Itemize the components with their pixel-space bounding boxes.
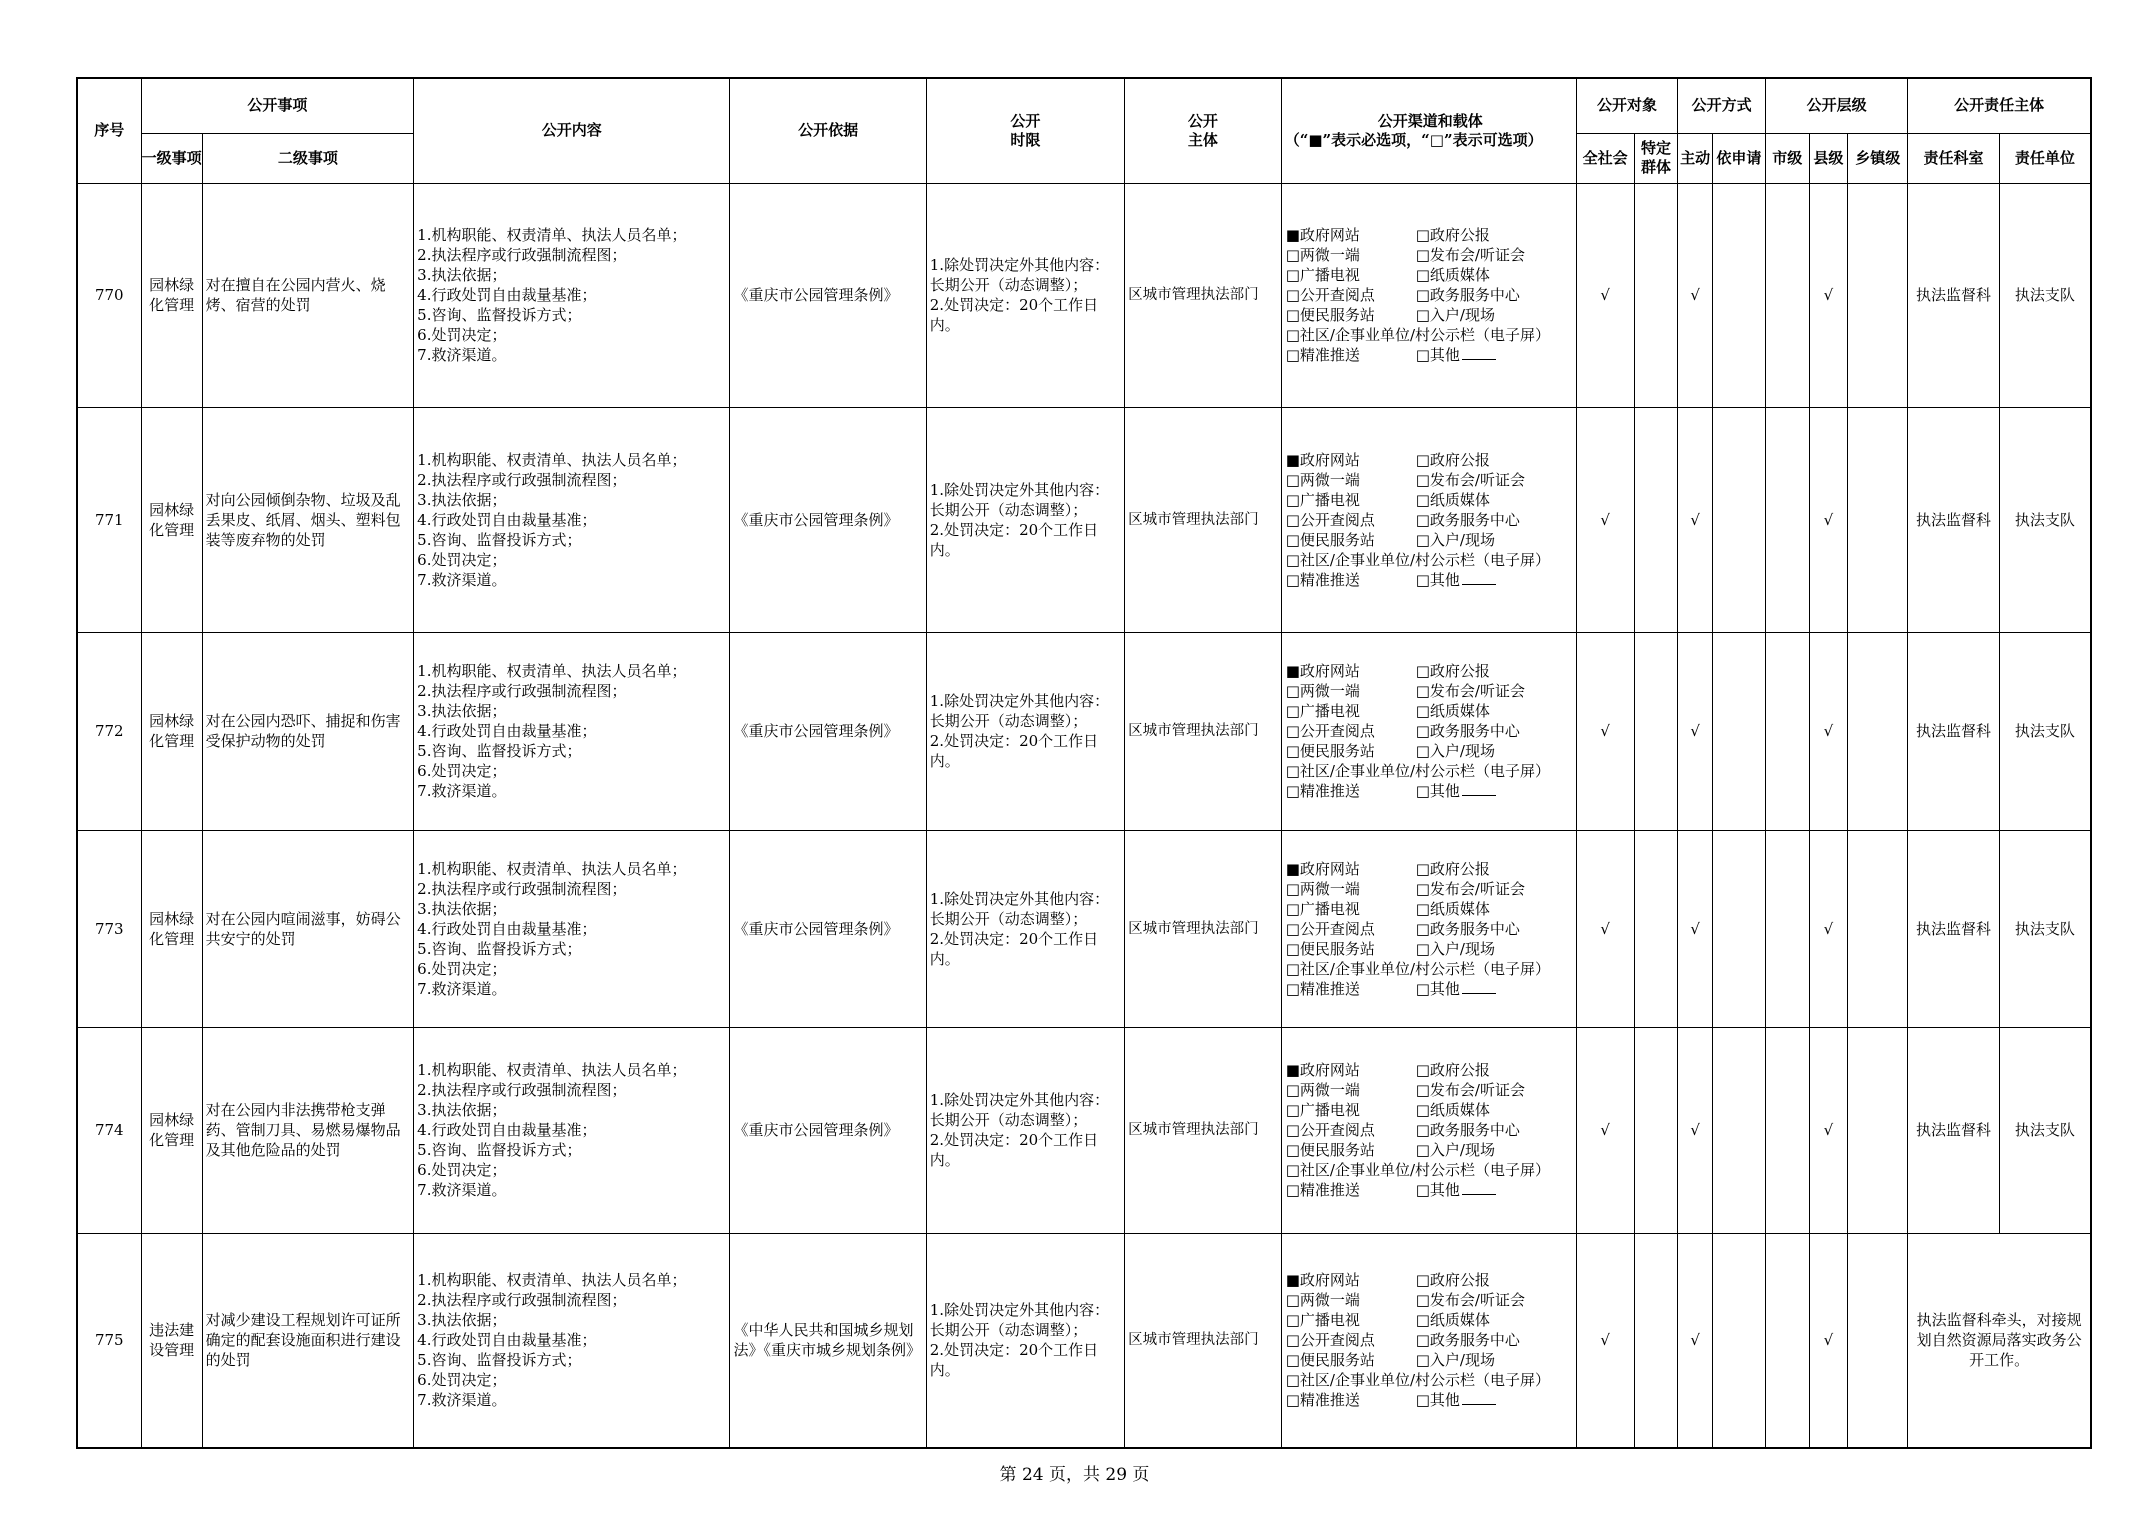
content-line: 7.救济渠道。 xyxy=(417,570,507,589)
channel-option-broadcast: □广播电视 xyxy=(1285,266,1360,284)
content-line: 2.执法程序或行政强制流程图； xyxy=(417,1291,627,1310)
channel-option-other-label: □其他 xyxy=(1415,570,1460,589)
row-level1: 违法建设管理 xyxy=(141,1233,202,1448)
row-resp-unit: 执法支队 xyxy=(1999,183,2091,407)
row-level1: 园林绿化管理 xyxy=(141,632,202,830)
row-resp-dept: 执法监督科 xyxy=(1908,830,2000,1027)
row-resp-dept: 执法监督科 xyxy=(1908,183,2000,407)
row-channels xyxy=(1281,1233,1576,1448)
row-merged-responsibility: 执法监督科牵头，对接规划自然资源局落实政务公开工作。 xyxy=(1908,1233,2091,1448)
check-city-level xyxy=(1765,632,1809,830)
channel-option-other-label: □其他 xyxy=(1415,346,1460,364)
row-subject: 区城市管理执法部门 xyxy=(1125,830,1282,1027)
content-line: 4.行政处罚自由裁量基准； xyxy=(417,1331,597,1350)
channel-options xyxy=(1282,859,1576,999)
content-line: 7.救济渠道。 xyxy=(417,1181,507,1199)
channel-option-community: □社区/企事业单位/村公示栏（电子屏） xyxy=(1285,959,1551,978)
row-number: 774 xyxy=(77,1027,141,1233)
channel-option-service-station: □便民服务站 xyxy=(1285,530,1375,549)
channel-option-other xyxy=(1416,1390,1571,1410)
row-level1: 园林绿化管理 xyxy=(141,1027,202,1233)
channel-option-other xyxy=(1416,345,1571,365)
channel-option-service-center: □政务服务中心 xyxy=(1415,510,1520,529)
row-content xyxy=(414,830,730,1027)
row-resp-unit: 执法支队 xyxy=(1999,407,2091,632)
channel-option-service-center: □政务服务中心 xyxy=(1415,1121,1520,1139)
check-specific-group xyxy=(1634,1233,1678,1448)
check-specific-group xyxy=(1634,1027,1678,1233)
content-line: 4.行政处罚自由裁量基准； xyxy=(417,1121,597,1139)
channel-option-community: □社区/企事业单位/村公示栏（电子屏） xyxy=(1285,326,1551,344)
header-seq: 序号 xyxy=(77,78,141,183)
row-channels xyxy=(1281,632,1576,830)
channel-option-community: □社区/企事业单位/村公示栏（电子屏） xyxy=(1285,762,1551,780)
channel-option-press: □发布会/听证会 xyxy=(1415,879,1525,898)
content-line: 4.行政处罚自由裁量基准； xyxy=(417,510,597,529)
channel-option-service-station: □便民服务站 xyxy=(1285,1141,1375,1159)
header-level-group: 公开层级 xyxy=(1765,78,1907,133)
check-city-level xyxy=(1765,1027,1809,1233)
content-line: 3.执法依据； xyxy=(417,1311,507,1330)
header-item-group: 公开事项 xyxy=(141,78,414,133)
check-county-level: √ xyxy=(1809,632,1848,830)
row-channels xyxy=(1281,830,1576,1027)
channel-option-other-label: □其他 xyxy=(1415,979,1460,998)
channel-option-other-label: □其他 xyxy=(1415,1181,1460,1199)
row-resp-dept: 执法监督科 xyxy=(1908,1027,2000,1233)
channel-options xyxy=(1282,1270,1576,1410)
table-row xyxy=(77,830,2091,1027)
row-subject: 区城市管理执法部门 xyxy=(1125,632,1282,830)
row-resp-dept: 执法监督科 xyxy=(1908,632,2000,830)
channel-option-gov-gazette: □政府公报 xyxy=(1415,226,1490,244)
channel-option-household: □入户/现场 xyxy=(1415,939,1495,958)
row-subject: 区城市管理执法部门 xyxy=(1125,407,1282,632)
row-content xyxy=(414,1233,730,1448)
content-line: 3.执法依据； xyxy=(417,1101,507,1119)
row-resp-unit: 执法支队 xyxy=(1999,830,2091,1027)
content-line: 2.执法程序或行政强制流程图； xyxy=(417,682,627,700)
row-level1: 园林绿化管理 xyxy=(141,830,202,1027)
header-audience-group: 公开对象 xyxy=(1576,78,1678,133)
channel-option-gov-gazette: □政府公报 xyxy=(1415,1271,1490,1290)
row-resp-dept: 执法监督科 xyxy=(1908,407,2000,632)
content-line: 4.行政处罚自由裁量基准； xyxy=(417,919,597,938)
header-channel-title: 公开渠道和载体 xyxy=(1377,111,1483,130)
content-line: 5.咨询、监督投诉方式； xyxy=(417,939,582,958)
channel-option-paper: □纸质媒体 xyxy=(1415,266,1490,284)
channel-option-broadcast: □广播电视 xyxy=(1285,490,1360,509)
channel-option-press: □发布会/听证会 xyxy=(1415,470,1525,489)
header-resp-group: 公开责任主体 xyxy=(1908,78,2091,133)
content-line: 7.救济渠道。 xyxy=(417,1391,507,1410)
content-line: 2.执法程序或行政强制流程图； xyxy=(417,879,627,898)
content-line: 7.救济渠道。 xyxy=(417,782,507,800)
check-town-level xyxy=(1848,1027,1908,1233)
header-time-limit: 公开时限 xyxy=(926,78,1124,183)
content-line: 5.咨询、监督投诉方式； xyxy=(417,1351,582,1370)
header-method-request: 依申请 xyxy=(1712,133,1765,183)
row-time-limit: 1.除处罚决定外其他内容：长期公开（动态调整）； 2.处罚决定：20个工作日内。 xyxy=(926,407,1124,632)
channel-option-reading-point: □公开查阅点 xyxy=(1285,286,1375,304)
channel-option-reading-point: □公开查阅点 xyxy=(1285,1121,1375,1139)
channel-option-two-micro: □两微一端 xyxy=(1285,682,1360,700)
channel-option-service-station: □便民服务站 xyxy=(1285,306,1375,324)
channel-option-gov-site: ■政府网站 xyxy=(1285,450,1360,469)
channel-option-other xyxy=(1416,781,1571,801)
table-row xyxy=(77,632,2091,830)
row-number: 771 xyxy=(77,407,141,632)
check-active: √ xyxy=(1678,183,1713,407)
check-all-society: √ xyxy=(1576,1027,1634,1233)
channel-option-community: □社区/企事业单位/村公示栏（电子屏） xyxy=(1285,1371,1551,1390)
channel-option-household: □入户/现场 xyxy=(1415,530,1495,549)
content-line: 5.咨询、监督投诉方式； xyxy=(417,530,582,549)
channel-option-press: □发布会/听证会 xyxy=(1415,682,1525,700)
row-basis: 《重庆市公园管理条例》 xyxy=(730,830,926,1027)
check-specific-group xyxy=(1634,632,1678,830)
channel-option-precise: □精准推送 xyxy=(1285,782,1360,800)
header-level-town: 乡镇级 xyxy=(1848,133,1908,183)
channel-options xyxy=(1282,450,1576,590)
content-line: 6.处罚决定； xyxy=(417,326,507,344)
check-city-level xyxy=(1765,1233,1809,1448)
check-county-level: √ xyxy=(1809,1027,1848,1233)
content-line: 3.执法依据； xyxy=(417,702,507,720)
table-row xyxy=(77,407,2091,632)
channel-option-service-station: □便民服务站 xyxy=(1285,1351,1375,1370)
blank-line xyxy=(1462,781,1496,796)
content-line: 1.机构职能、权责清单、执法人员名单； xyxy=(417,1061,687,1079)
channel-option-service-center: □政务服务中心 xyxy=(1415,286,1520,304)
check-on-request xyxy=(1712,407,1765,632)
row-basis: 《重庆市公园管理条例》 xyxy=(730,632,926,830)
channel-option-household: □入户/现场 xyxy=(1415,1351,1495,1370)
content-line: 4.行政处罚自由裁量基准； xyxy=(417,286,597,304)
header-level-city: 市级 xyxy=(1765,133,1809,183)
channel-option-household: □入户/现场 xyxy=(1415,742,1495,760)
row-time-limit: 1.除处罚决定外其他内容：长期公开（动态调整）； 2.处罚决定：20个工作日内。 xyxy=(926,1027,1124,1233)
content-line: 1.机构职能、权责清单、执法人员名单； xyxy=(417,662,687,680)
check-city-level xyxy=(1765,407,1809,632)
row-subject: 区城市管理执法部门 xyxy=(1125,183,1282,407)
row-number: 770 xyxy=(77,183,141,407)
row-channels xyxy=(1281,183,1576,407)
blank-line xyxy=(1462,570,1496,585)
content-line: 6.处罚决定； xyxy=(417,1371,507,1390)
header-resp-unit: 责任单位 xyxy=(1999,133,2091,183)
channel-option-two-micro: □两微一端 xyxy=(1285,1291,1360,1310)
content-line: 2.执法程序或行政强制流程图； xyxy=(417,470,627,489)
row-resp-unit: 执法支队 xyxy=(1999,1027,2091,1233)
header-level-county: 县级 xyxy=(1809,133,1848,183)
content-line: 2.执法程序或行政强制流程图； xyxy=(417,246,627,264)
row-subject: 区城市管理执法部门 xyxy=(1125,1233,1282,1448)
header-channel-note: （“■”表示必选项，“□”表示可选项） xyxy=(1284,130,1543,149)
row-number: 772 xyxy=(77,632,141,830)
channel-option-reading-point: □公开查阅点 xyxy=(1285,919,1375,938)
row-channels xyxy=(1281,1027,1576,1233)
row-level2: 对向公园倾倒杂物、垃圾及乱丢果皮、纸屑、烟头、塑料包装等废弃物的处罚 xyxy=(202,407,414,632)
channel-option-paper: □纸质媒体 xyxy=(1415,702,1490,720)
header-level2: 二级事项 xyxy=(202,133,414,183)
header-method-active: 主动 xyxy=(1678,133,1713,183)
content-line: 3.执法依据； xyxy=(417,266,507,284)
row-basis: 《重庆市公园管理条例》 xyxy=(730,1027,926,1233)
channel-options xyxy=(1282,661,1576,801)
header-level1: 一级事项 xyxy=(141,133,202,183)
row-basis: 《重庆市公园管理条例》 xyxy=(730,407,926,632)
check-all-society: √ xyxy=(1576,632,1634,830)
channel-option-two-micro: □两微一端 xyxy=(1285,879,1360,898)
channel-options xyxy=(1282,1060,1576,1200)
content-line: 6.处罚决定； xyxy=(417,762,507,780)
channel-option-broadcast: □广播电视 xyxy=(1285,1101,1360,1119)
channel-option-community: □社区/企事业单位/村公示栏（电子屏） xyxy=(1285,550,1551,569)
check-on-request xyxy=(1712,1233,1765,1448)
blank-line xyxy=(1462,1180,1496,1195)
channel-option-household: □入户/现场 xyxy=(1415,1141,1495,1159)
channel-option-service-center: □政务服务中心 xyxy=(1415,1331,1520,1350)
check-town-level xyxy=(1848,183,1908,407)
check-active: √ xyxy=(1678,1027,1713,1233)
row-level2: 对在擅自在公园内营火、烧烤、宿营的处罚 xyxy=(202,183,414,407)
header-method-group: 公开方式 xyxy=(1678,78,1765,133)
channel-option-community: □社区/企事业单位/村公示栏（电子屏） xyxy=(1285,1161,1551,1179)
content-line: 6.处罚决定； xyxy=(417,1161,507,1179)
content-line: 6.处罚决定； xyxy=(417,959,507,978)
channel-option-paper: □纸质媒体 xyxy=(1415,490,1490,509)
channel-option-other xyxy=(1416,570,1571,590)
channel-option-paper: □纸质媒体 xyxy=(1415,1101,1490,1119)
channel-option-gov-site: ■政府网站 xyxy=(1285,1061,1360,1079)
row-number: 773 xyxy=(77,830,141,1027)
blank-line xyxy=(1462,345,1496,360)
channel-option-precise: □精准推送 xyxy=(1285,570,1360,589)
row-level1: 园林绿化管理 xyxy=(141,407,202,632)
check-specific-group xyxy=(1634,830,1678,1027)
row-subject: 区城市管理执法部门 xyxy=(1125,1027,1282,1233)
check-county-level: √ xyxy=(1809,1233,1848,1448)
content-line: 7.救济渠道。 xyxy=(417,346,507,364)
channel-option-gov-site: ■政府网站 xyxy=(1285,1271,1360,1290)
channel-option-gov-site: ■政府网站 xyxy=(1285,226,1360,244)
check-all-society: √ xyxy=(1576,830,1634,1027)
check-all-society: √ xyxy=(1576,183,1634,407)
channel-option-two-micro: □两微一端 xyxy=(1285,1081,1360,1099)
check-specific-group xyxy=(1634,407,1678,632)
row-content xyxy=(414,1027,730,1233)
check-all-society: √ xyxy=(1576,1233,1634,1448)
row-content xyxy=(414,407,730,632)
header-subject: 公开主体 xyxy=(1125,78,1282,183)
channel-option-two-micro: □两微一端 xyxy=(1285,470,1360,489)
channel-option-reading-point: □公开查阅点 xyxy=(1285,722,1375,740)
content-line: 1.机构职能、权责清单、执法人员名单； xyxy=(417,450,687,469)
check-town-level xyxy=(1848,407,1908,632)
channel-option-paper: □纸质媒体 xyxy=(1415,899,1490,918)
header-audience-specific: 特定群体 xyxy=(1634,133,1678,183)
content-line: 3.执法依据； xyxy=(417,490,507,509)
check-town-level xyxy=(1848,1233,1908,1448)
check-county-level: √ xyxy=(1809,183,1848,407)
page-footer: 第 24 页，共 29 页 xyxy=(999,1465,1150,1485)
row-basis: 《中华人民共和国城乡规划法》《重庆市城乡规划条例》 xyxy=(730,1233,926,1448)
channel-option-gov-gazette: □政府公报 xyxy=(1415,662,1490,680)
check-specific-group xyxy=(1634,183,1678,407)
check-city-level xyxy=(1765,183,1809,407)
check-active: √ xyxy=(1678,407,1713,632)
header-audience-all: 全社会 xyxy=(1576,133,1634,183)
content-line: 4.行政处罚自由裁量基准； xyxy=(417,722,597,740)
check-on-request xyxy=(1712,183,1765,407)
check-town-level xyxy=(1848,830,1908,1027)
channel-option-other-label: □其他 xyxy=(1415,782,1460,800)
channel-option-gov-gazette: □政府公报 xyxy=(1415,1061,1490,1079)
header-content: 公开内容 xyxy=(414,78,730,183)
content-line: 3.执法依据； xyxy=(417,899,507,918)
channel-option-service-center: □政务服务中心 xyxy=(1415,722,1520,740)
content-line: 2.执法程序或行政强制流程图； xyxy=(417,1081,627,1099)
check-on-request xyxy=(1712,1027,1765,1233)
channel-option-gov-gazette: □政府公报 xyxy=(1415,450,1490,469)
row-level2: 对在公园内非法携带枪支弹药、管制刀具、易燃易爆物品及其他危险品的处罚 xyxy=(202,1027,414,1233)
disclosure-table xyxy=(76,77,2092,1449)
channel-option-broadcast: □广播电视 xyxy=(1285,702,1360,720)
content-line: 1.机构职能、权责清单、执法人员名单； xyxy=(417,1271,687,1290)
check-town-level xyxy=(1848,632,1908,830)
channel-option-paper: □纸质媒体 xyxy=(1415,1311,1490,1330)
row-basis: 《重庆市公园管理条例》 xyxy=(730,183,926,407)
check-on-request xyxy=(1712,632,1765,830)
channel-option-press: □发布会/听证会 xyxy=(1415,246,1525,264)
channel-option-precise: □精准推送 xyxy=(1285,1391,1360,1410)
content-line: 5.咨询、监督投诉方式； xyxy=(417,306,582,324)
channel-option-other xyxy=(1416,979,1571,999)
row-channels xyxy=(1281,407,1576,632)
row-level1: 园林绿化管理 xyxy=(141,183,202,407)
channel-option-precise: □精准推送 xyxy=(1285,979,1360,998)
content-line: 6.处罚决定； xyxy=(417,550,507,569)
blank-line xyxy=(1462,979,1496,994)
content-line: 5.咨询、监督投诉方式； xyxy=(417,1141,582,1159)
channel-option-service-station: □便民服务站 xyxy=(1285,742,1375,760)
channel-option-other xyxy=(1416,1180,1571,1200)
table-row xyxy=(77,1027,2091,1233)
check-active: √ xyxy=(1678,830,1713,1027)
header-resp-dept: 责任科室 xyxy=(1908,133,2000,183)
blank-line xyxy=(1462,1390,1496,1405)
content-line: 5.咨询、监督投诉方式； xyxy=(417,742,582,760)
check-city-level xyxy=(1765,830,1809,1027)
row-resp-unit: 执法支队 xyxy=(1999,632,2091,830)
row-time-limit: 1.除处罚决定外其他内容：长期公开（动态调整）； 2.处罚决定：20个工作日内。 xyxy=(926,183,1124,407)
check-active: √ xyxy=(1678,632,1713,830)
check-county-level: √ xyxy=(1809,830,1848,1027)
row-time-limit: 1.除处罚决定外其他内容：长期公开（动态调整）； 2.处罚决定：20个工作日内。 xyxy=(926,830,1124,1027)
row-level2: 对在公园内恐吓、捕捉和伤害受保护动物的处罚 xyxy=(202,632,414,830)
content-line: 1.机构职能、权责清单、执法人员名单； xyxy=(417,226,687,244)
channel-option-press: □发布会/听证会 xyxy=(1415,1081,1525,1099)
row-level2: 对在公园内喧闹滋事，妨碍公共安宁的处罚 xyxy=(202,830,414,1027)
row-number: 775 xyxy=(77,1233,141,1448)
table-row xyxy=(77,183,2091,407)
check-on-request xyxy=(1712,830,1765,1027)
channel-option-broadcast: □广播电视 xyxy=(1285,1311,1360,1330)
table-row xyxy=(77,1233,2091,1448)
channel-option-other-label: □其他 xyxy=(1415,1391,1460,1410)
row-content xyxy=(414,183,730,407)
channel-option-reading-point: □公开查阅点 xyxy=(1285,1331,1375,1350)
channel-option-gov-site: ■政府网站 xyxy=(1285,859,1360,878)
header-channel xyxy=(1281,78,1576,183)
channel-option-reading-point: □公开查阅点 xyxy=(1285,510,1375,529)
check-active: √ xyxy=(1678,1233,1713,1448)
header-basis: 公开依据 xyxy=(730,78,926,183)
channel-option-broadcast: □广播电视 xyxy=(1285,899,1360,918)
channel-option-service-center: □政务服务中心 xyxy=(1415,919,1520,938)
check-county-level: √ xyxy=(1809,407,1848,632)
content-line: 7.救济渠道。 xyxy=(417,979,507,998)
channel-option-press: □发布会/听证会 xyxy=(1415,1291,1525,1310)
channel-option-precise: □精准推送 xyxy=(1285,1181,1360,1199)
row-time-limit: 1.除处罚决定外其他内容：长期公开（动态调整）； 2.处罚决定：20个工作日内。 xyxy=(926,632,1124,830)
row-level2: 对减少建设工程规划许可证所确定的配套设施面积进行建设的处罚 xyxy=(202,1233,414,1448)
row-content xyxy=(414,632,730,830)
row-time-limit: 1.除处罚决定外其他内容：长期公开（动态调整）； 2.处罚决定：20个工作日内。 xyxy=(926,1233,1124,1448)
channel-option-household: □入户/现场 xyxy=(1415,306,1495,324)
channel-option-gov-site: ■政府网站 xyxy=(1285,662,1360,680)
check-all-society: √ xyxy=(1576,407,1634,632)
channel-option-two-micro: □两微一端 xyxy=(1285,246,1360,264)
channel-options xyxy=(1282,225,1576,365)
channel-option-gov-gazette: □政府公报 xyxy=(1415,859,1490,878)
channel-option-service-station: □便民服务站 xyxy=(1285,939,1375,958)
channel-option-precise: □精准推送 xyxy=(1285,346,1360,364)
content-line: 1.机构职能、权责清单、执法人员名单； xyxy=(417,859,687,878)
